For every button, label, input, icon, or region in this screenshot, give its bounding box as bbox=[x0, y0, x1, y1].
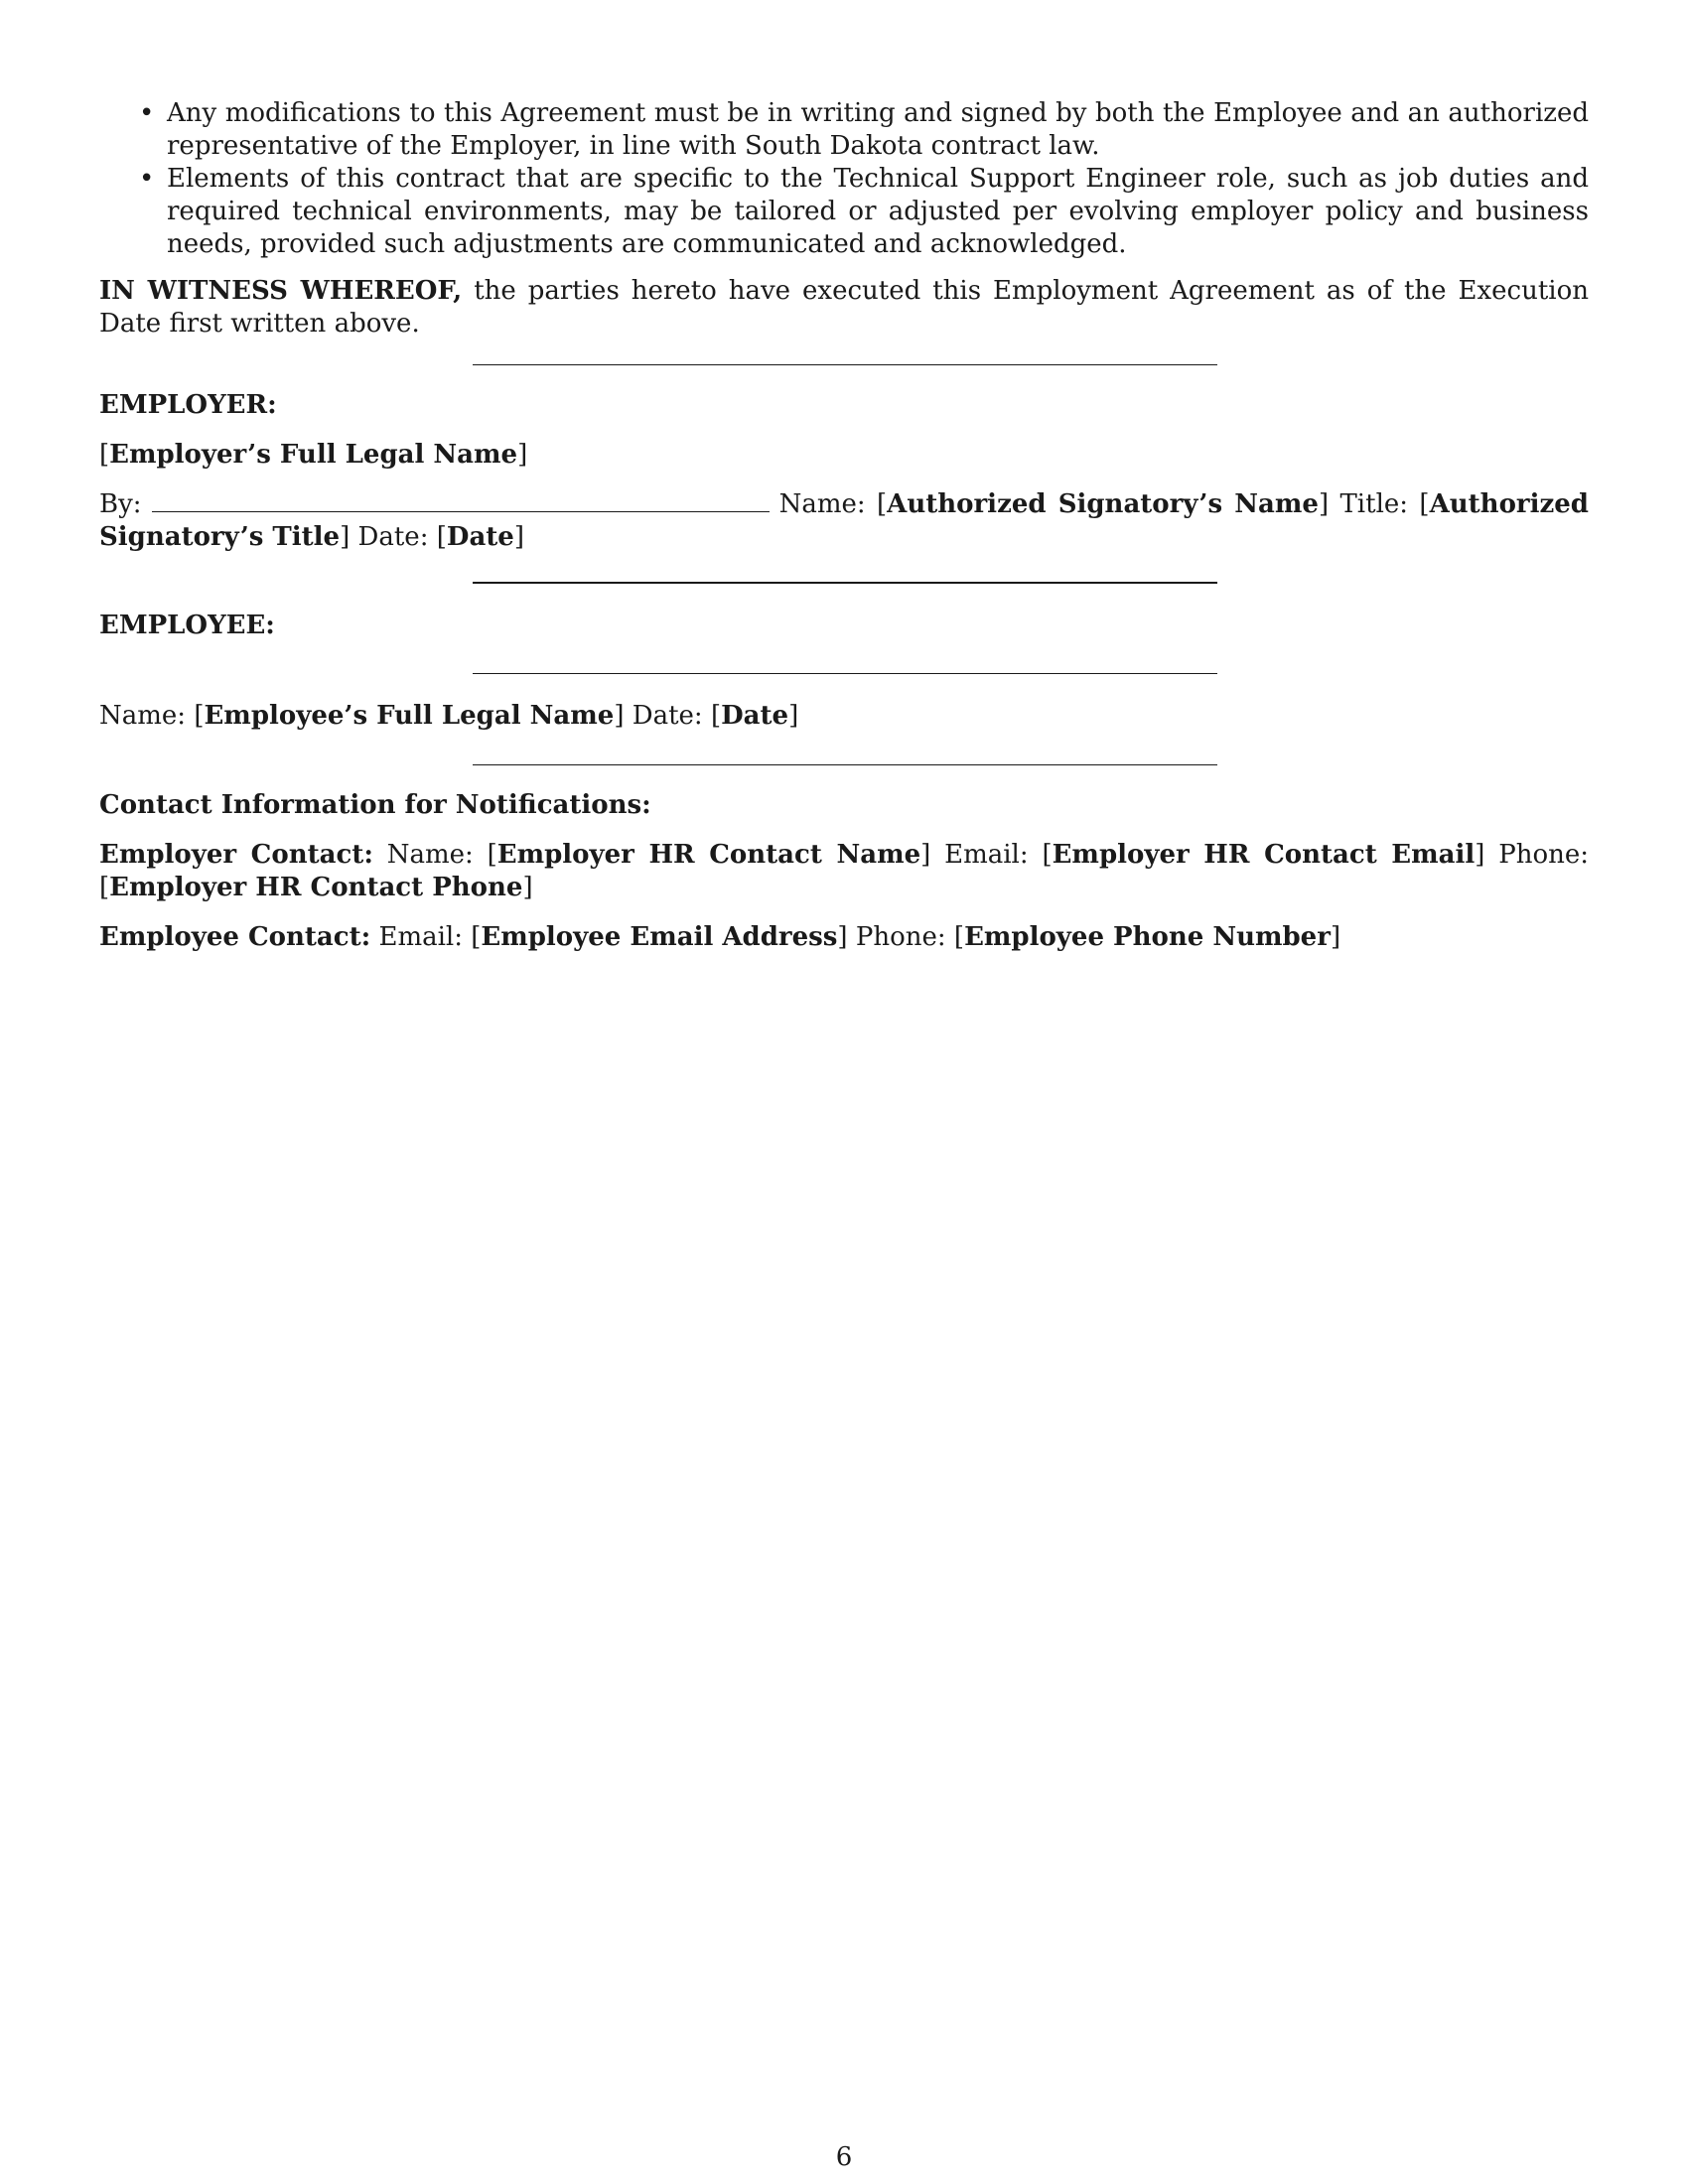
employee-signature-details: Name: [Employee’s Full Legal Name] Date: [Date] bbox=[99, 701, 799, 731]
employee-heading: EMPLOYEE: bbox=[99, 611, 275, 640]
document-page bbox=[99, 97, 1589, 954]
divider bbox=[473, 764, 1217, 765]
bullet-icon: • bbox=[139, 164, 155, 194]
employee-contact: Employee Contact: Email: [Employee Email Address] Phone: [Employee Phone Number] bbox=[99, 922, 1341, 952]
employer-signature-block: By: Name: [Authorized Signatory’s Name] Title: [Authorized Signatory’s Title] Date: [Date] bbox=[99, 489, 1589, 552]
employee-signature-line[interactable] bbox=[473, 673, 1217, 674]
by-label: By: bbox=[99, 489, 142, 519]
page-number: 6 bbox=[835, 2142, 853, 2172]
signatory-name: Authorized Signatory’s Name bbox=[887, 489, 1319, 519]
witness-clause bbox=[99, 275, 1589, 341]
employee-contact-label: Employee Contact: bbox=[99, 922, 371, 952]
list-item: • Any modifications to this Agreement must be in writing and signed by both the Employee and an authorized representative of the Employer, in line with South Dakota contract law. bbox=[139, 98, 1589, 161]
name-label: Name: bbox=[99, 701, 187, 731]
contact-heading: Contact Information for Notifications: bbox=[99, 790, 651, 820]
bullet-list bbox=[99, 97, 1589, 261]
date-label: Date: bbox=[632, 701, 703, 731]
witness-text: the parties hereto have executed this Employment Agreement as of the Execution Date first written above. bbox=[99, 276, 1589, 339]
employer-contact-label: Employer Contact: bbox=[99, 840, 373, 870]
list-item: • Elements of this contract that are specific to the Technical Support Engineer role, such as job duties and required technical environments, may be tailored or adjusted per evolving employer policy and business needs, provided such adjustments are communicated and acknowledged. bbox=[139, 164, 1589, 259]
employer-contact: Employer Contact: Name: [Employer HR Contact Name] Email: [Employer HR Contact Email] Phone: [Employer HR Contact Phone] bbox=[99, 840, 1589, 902]
divider bbox=[473, 364, 1217, 365]
employee-name: Employee’s Full Legal Name bbox=[204, 701, 615, 731]
employer-date: Date bbox=[446, 522, 514, 552]
signatory-title: Authorized Signatory’s Title bbox=[99, 489, 1589, 552]
witness-lead: IN WITNESS WHEREOF, bbox=[99, 276, 463, 306]
employer-signature-line[interactable] bbox=[152, 489, 770, 512]
title-label: Title: bbox=[1339, 489, 1409, 519]
employer-signature-rule bbox=[473, 582, 1217, 584]
date-label: Date: bbox=[357, 522, 429, 552]
employer-legal-name: [Employer’s Full Legal Name] bbox=[99, 440, 528, 470]
employee-date: Date bbox=[721, 701, 789, 731]
employer-heading: EMPLOYER: bbox=[99, 390, 277, 420]
bullet-icon: • bbox=[139, 98, 155, 128]
name-label: Name: bbox=[778, 489, 866, 519]
